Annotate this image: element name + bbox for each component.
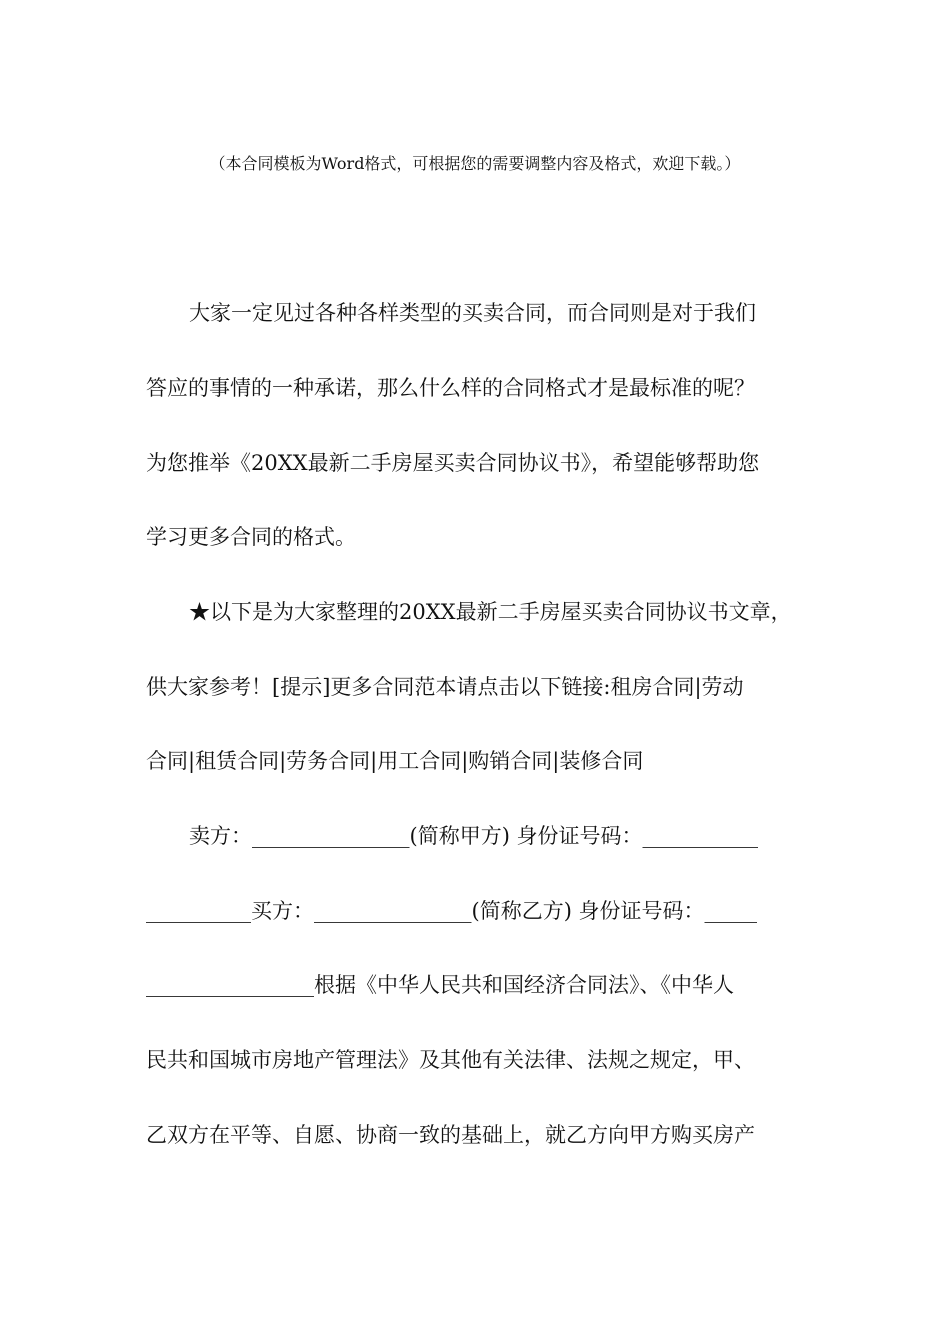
template-note: （本合同模板为Word格式，可根据您的需要调整内容及格式，欢迎下载。） xyxy=(209,154,741,173)
body-line-5: ★以下是为大家整理的20XX最新二手房屋买卖合同协议书文章， xyxy=(189,600,792,624)
buyer-line: __________买方：_______________(简称乙方) 身份证号码：_____ xyxy=(146,899,758,923)
body-line-7: 合同|租赁合同|劳务合同|用工合同|购销合同|装修合同 xyxy=(146,749,644,773)
body-line-11: 民共和国城市房地产管理法》及其他有关法律、法规之规定，甲、 xyxy=(146,1048,755,1072)
seller-line: 卖方：_______________(简称甲方) 身份证号码：___________ xyxy=(189,824,759,848)
body-line-2: 答应的事情的一种承诺，那么什么样的合同格式才是最标准的呢？ xyxy=(146,376,755,400)
body-line-12: 乙双方在平等、自愿、协商一致的基础上，就乙方向甲方购买房产 xyxy=(146,1123,755,1147)
body-line-6: 供大家参考！[提示]更多合同范本请点击以下链接:租房合同|劳动 xyxy=(146,675,744,699)
body-line-4: 学习更多合同的格式。 xyxy=(146,525,356,549)
body-line-10: ________________根据《中华人民共和国经济合同法》、《中华人 xyxy=(146,973,734,997)
body-line-1: 大家一定见过各种各样类型的买卖合同，而合同则是对于我们 xyxy=(189,301,756,325)
body-line-3: 为您推举《20XX最新二手房屋买卖合同协议书》，希望能够帮助您 xyxy=(146,451,760,475)
